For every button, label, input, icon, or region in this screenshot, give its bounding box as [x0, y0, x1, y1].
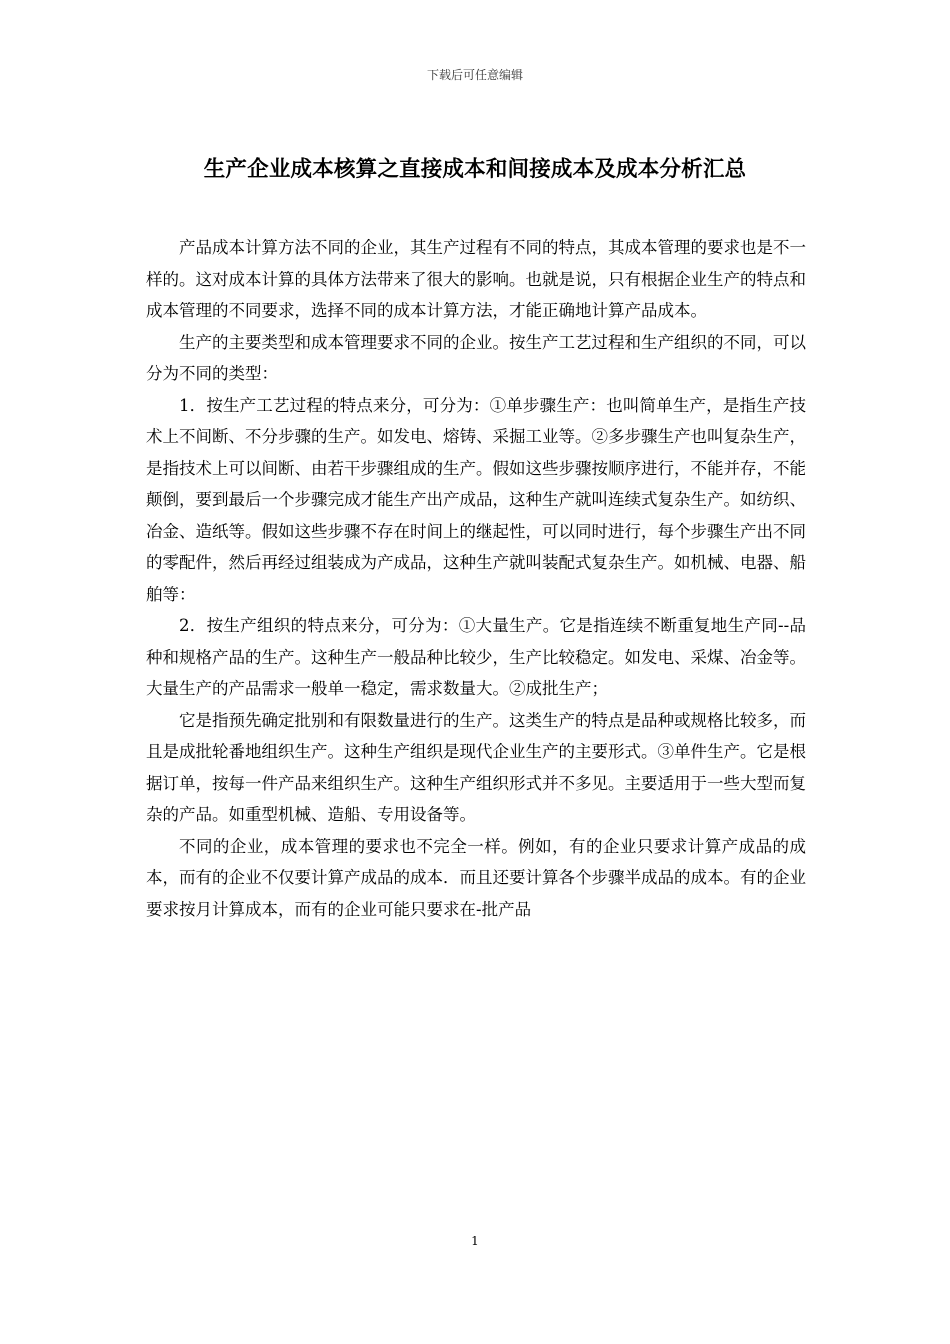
paragraph: 2．按生产组织的特点来分，可分为：①大量生产。它是指连续不断重复地生产同--品种和规格产品的生产。这种生产一般品种比较少，生产比较稳定。如发电、采煤、冶金等。大量生产的产品需求一般单一稳定，需求数量大。②成批生产； [146, 616, 806, 698]
paragraph: 生产的主要类型和成本管理要求不同的企业。按生产工艺过程和生产组织的不同，可以分为不同的类型： [146, 332, 806, 383]
page-number: 1 [471, 1234, 479, 1248]
paragraph: 1．按生产工艺过程的特点来分，可分为：①单步骤生产：也叫简单生产，是指生产技术上不间断、不分步骤的生产。如发电、熔铸、采掘工业等。②多步骤生产也叫复杂生产，是指技术上可以间断、由若干步骤组成的生产。假如这些步骤按顺序进行，不能并存，不能颠倒，要到最后一个步骤完成才能生产出产成品，这种生产就叫连续式复杂生产。如纺织、冶金、造纸等。假如这些步骤不存在时间上的继起性，可以同时进行，每个步骤生产出不同的零配件，然后再经过组装成为产成品，这种生产就叫装配式复杂生产。如机械、电器、船舶等： [146, 395, 806, 604]
document-body [146, 232, 806, 925]
paragraph: 它是指预先确定批别和有限数量进行的生产。这类生产的特点是品种或规格比较多，而且是成批轮番地组织生产。这种生产组织是现代企业生产的主要形式。③单件生产。它是根据订单，按每一件产品来组织生产。这种生产组织形式并不多见。主要适用于一些大型而复杂的产品。如重型机械、造船、专用设备等。 [146, 710, 806, 824]
header-note: 下载后可任意编辑 [426, 68, 523, 82]
paragraph: 不同的企业，成本管理的要求也不完全一样。例如，有的企业只要求计算产成品的成本，而有的企业不仅要计算产成品的成本．而且还要计算各个步骤半成品的成本。有的企业要求按月计算成本，而有的企业可能只要求在-批产品 [146, 836, 806, 919]
paragraph: 产品成本计算方法不同的企业，其生产过程有不同的特点，其成本管理的要求也是不一样的。这对成本计算的具体方法带来了很大的影响。也就是说，只有根据企业生产的特点和成本管理的不同要求，选择不同的成本计算方法，才能正确地计算产品成本。 [146, 238, 806, 320]
document-title: 生产企业成本核算之直接成本和间接成本及成本分析汇总 [203, 157, 747, 182]
